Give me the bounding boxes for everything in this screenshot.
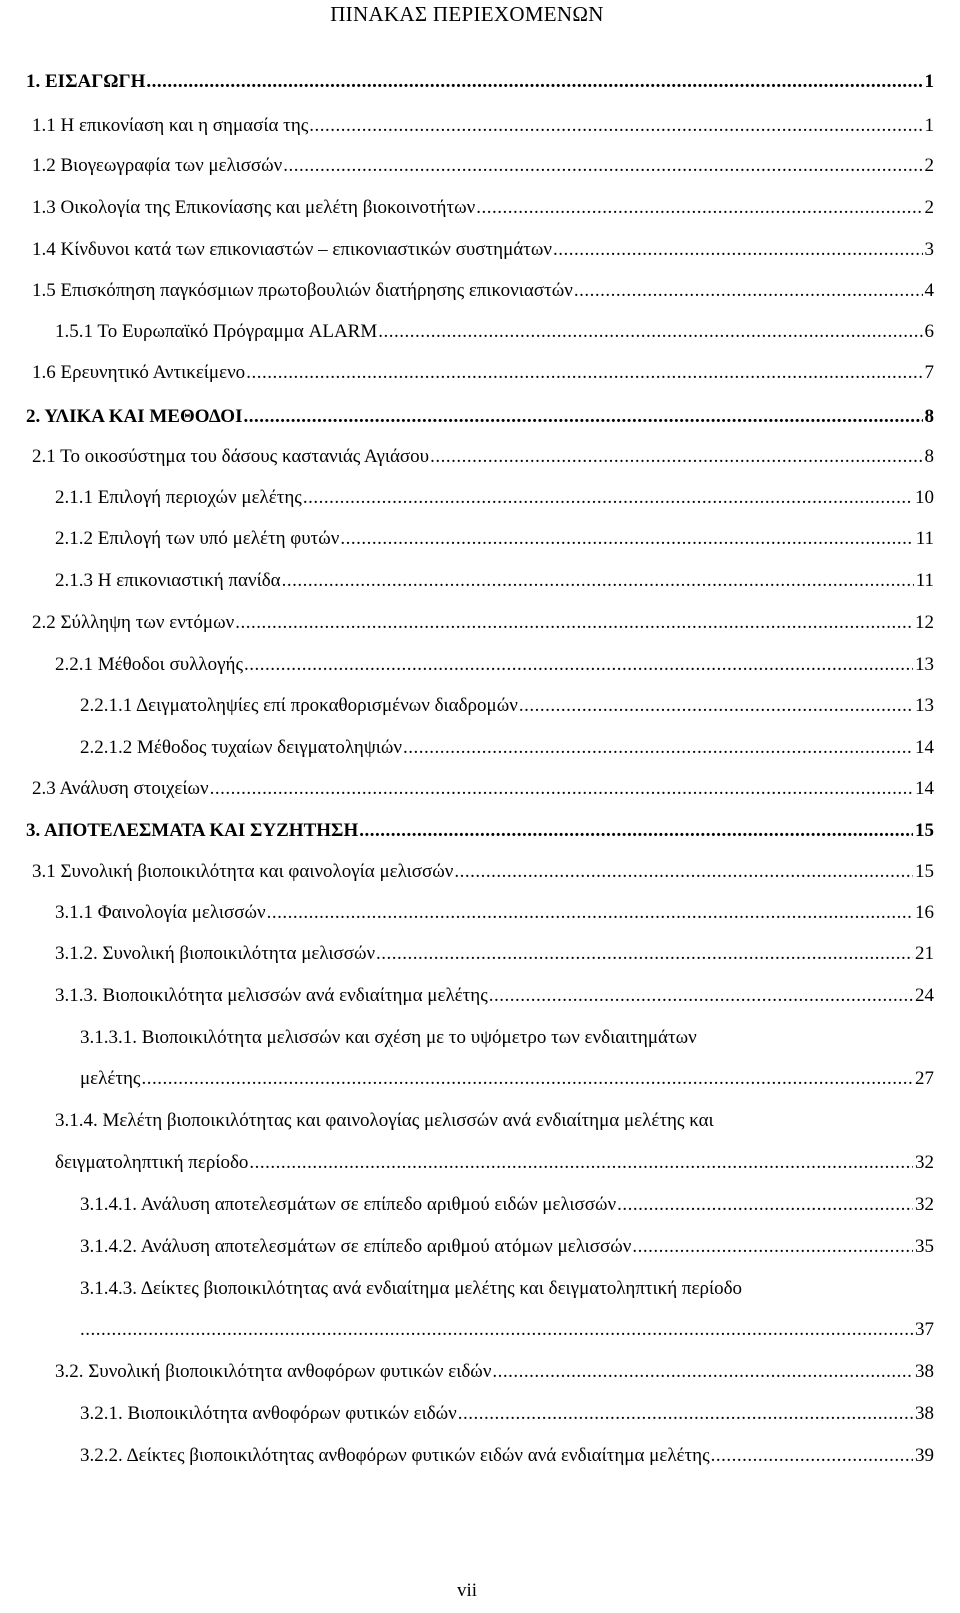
page-number: vii [456,1580,478,1601]
toc-entry-page: 1 [924,115,934,136]
toc-entry-title: 2.2.1.1 Δειγματοληψίες επί προκαθορισμένων διαδρομών [80,695,518,716]
toc-entry-title: 1.6 Ερευνητικό Αντικείμενο [32,362,246,383]
toc-entry[interactable] [26,69,934,95]
toc-leader [303,485,913,511]
toc-entry-page: 11 [915,528,934,549]
toc-entry-title-line[interactable]: 3.1.4. Μελέτη βιοποικιλότητας και φαινολογίας μελισσών ανά ενδιαίτημα μελέτης και [55,1110,714,1131]
toc-leader [80,1317,913,1343]
toc-entry-title: 2.1.2 Επιλογή των υπό μελέτη φυτών [55,528,340,549]
toc-entry-title: 1.2 Βιογεωγραφία των μελισσών [32,155,283,176]
toc-entry[interactable] [80,1234,934,1260]
toc-leader [340,526,913,552]
toc-leader [210,776,913,802]
toc-entry-title: 2.1.3 Η επικονιαστική πανίδα [55,570,281,591]
toc-leader [574,278,923,304]
toc-entry-page: 32 [915,1194,934,1215]
toc-leader [553,237,923,263]
toc-entry-page: 3 [924,239,934,260]
toc-entry[interactable] [32,278,934,304]
toc-entry-page: 37 [915,1319,934,1340]
toc-leader [632,1234,913,1260]
toc-entry[interactable] [55,1359,934,1385]
toc-entry-title: 1.1 Η επικονίαση και η σημασία της [32,115,309,136]
toc-leader [476,195,922,221]
toc-leader [376,941,913,967]
toc-leader [489,983,913,1009]
toc-leader [243,404,922,430]
toc-entry-page: 32 [915,1152,934,1173]
toc-entry[interactable] [32,113,934,139]
toc-entry-page: 38 [915,1361,934,1382]
toc-entry-title: 1.3 Οικολογία της Επικονίασης και μελέτη βιοκοινοτήτων [32,197,476,218]
toc-entry-title: 2.2.1 Μέθοδοι συλλογής [55,654,243,675]
toc-leader [283,153,922,179]
toc-entry[interactable] [55,900,934,926]
toc-leader [403,735,913,761]
toc-leader [378,319,922,345]
toc-entry-page: 11 [915,570,934,591]
toc-leader [249,1150,913,1176]
toc-entry-page: 38 [915,1403,934,1424]
toc-entry-title: 1.4 Κίνδυνοι κατά των επικονιαστών – επικονιαστικών συστημάτων [32,239,552,260]
toc-leader [282,568,914,594]
toc-leader [454,859,913,885]
toc-entry-page: 6 [924,321,934,342]
toc-entry-title: 1. ΕΙΣΑΓΩΓΗ [26,71,146,92]
toc-entry-title: 3.1.3. Βιοποικιλότητα μελισσών ανά ενδιαίτημα μελέτης [55,985,488,1006]
toc-entry-page: 13 [915,695,934,716]
toc-entry-title: 1.5.1 Το Ευρωπαϊκό Πρόγραμμα ALARM [55,321,378,342]
toc-entry-page: 2 [924,155,934,176]
toc-entry-title: 2.3 Ανάλυση στοιχείων [32,778,209,799]
toc-entry[interactable] [80,693,934,719]
toc-entry-title-line[interactable]: 3.1.4.3. Δείκτες βιοποικιλότητας ανά ενδιαίτημα μελέτης και δειγματοληπτική περίοδο [80,1278,743,1299]
toc-entry[interactable] [32,195,934,221]
toc-entry[interactable] [80,1317,934,1343]
toc-leader [246,360,922,386]
toc-entry-page: 14 [915,737,934,758]
toc-entry-page: 4 [924,280,934,301]
toc-entry-page: 35 [915,1236,934,1257]
toc-entry[interactable] [80,1066,934,1092]
toc-entry-page: 27 [915,1068,934,1089]
toc-entry-page: 13 [915,654,934,675]
toc-entry-page: 16 [915,902,934,923]
toc-entry-title: 3.2. Συνολική βιοποικιλότητα ανθοφόρων φυτικών ειδών [55,1361,492,1382]
toc-entry[interactable] [80,1401,934,1427]
toc-entry-page: 24 [915,985,934,1006]
toc-leader [430,444,922,470]
toc-entry-title: 2. ΥΛΙΚΑ ΚΑΙ ΜΕΘΟΔΟΙ [26,406,243,427]
toc-entry-title: 3.1.4.1. Ανάλυση αποτελεσμάτων σε επίπεδο αριθμού ειδών μελισσών [80,1194,617,1215]
toc-entry-page: 8 [924,406,934,427]
toc-entry[interactable] [32,237,934,263]
toc-leader [458,1401,913,1427]
toc-leader [711,1443,913,1469]
toc-entry-page: 12 [915,612,934,633]
toc-entry-page: 10 [915,487,934,508]
toc-entry-page: 7 [924,362,934,383]
toc-entry[interactable] [55,1150,934,1176]
toc-entry-title: 2.2.1.2 Μέθοδος τυχαίων δειγματοληψιών [80,737,402,758]
toc-leader [519,693,913,719]
toc-entry-page: 39 [915,1445,934,1466]
toc-entry-page: 15 [915,861,934,882]
toc-entry-title: 3.2.2. Δείκτες βιοποικιλότητας ανθοφόρων φυτικών ειδών ανά ενδιαίτημα μελέτης [80,1445,710,1466]
toc-entry-title: 3.1 Συνολική βιοποικιλότητα και φαινολογία μελισσών [32,861,454,882]
toc-entry-page: 21 [915,943,934,964]
toc-entry[interactable] [32,776,934,802]
toc-leader [359,818,913,844]
toc-entry[interactable] [55,983,934,1009]
toc-entry[interactable] [32,610,934,636]
toc-entry[interactable] [26,404,934,430]
toc-leader [146,69,922,95]
toc-entry[interactable] [55,526,934,552]
toc-entry[interactable] [32,444,934,470]
toc-entry-page: 14 [915,778,934,799]
toc-entry-title: 3.1.1 Φαινολογία μελισσών [55,902,266,923]
toc-entry[interactable] [32,859,934,885]
toc-entry-title: 2.1.1 Επιλογή περιοχών μελέτης [55,487,302,508]
toc-entry[interactable] [55,568,934,594]
toc-entry-title: 3.1.2. Συνολική βιοποικιλότητα μελισσών [55,943,376,964]
toc-entry-page: 2 [924,197,934,218]
toc-leader [141,1066,913,1092]
toc-entry-title: μελέτης [80,1068,141,1089]
toc-leader [492,1359,913,1385]
toc-entry-title: 3. ΑΠΟΤΕΛΕΣΜΑΤΑ ΚΑΙ ΣΥΖΗΤΗΣΗ [26,820,359,841]
toc-leader [267,900,913,926]
toc-entry[interactable] [55,319,934,345]
toc-leader [244,652,913,678]
toc-entry[interactable] [32,360,934,386]
toc-entry-page: 8 [924,446,934,467]
toc-entry[interactable] [55,941,934,967]
toc-entry-title-line[interactable]: 3.1.3.1. Βιοποικιλότητα μελισσών και σχέση με το υψόμετρο των ενδιαιτημάτων [80,1027,697,1048]
toc-entry-title: 3.1.4.2. Ανάλυση αποτελεσμάτων σε επίπεδο αριθμού ατόμων μελισσών [80,1236,632,1257]
toc-entry[interactable] [32,153,934,179]
toc-entry[interactable] [80,1443,934,1469]
toc-entry-title: 2.2 Σύλληψη των εντόμων [32,612,235,633]
toc-leader [617,1192,913,1218]
toc-entry-page: 1 [924,71,934,92]
toc-entry[interactable] [55,485,934,511]
toc-entry[interactable] [80,1192,934,1218]
toc-entry-title: 2.1 Το οικοσύστημα του δάσους καστανιάς Αγιάσου [32,446,430,467]
toc-entry[interactable] [55,652,934,678]
toc-leader [235,610,913,636]
toc-entry-title: 3.2.1. Βιοποικιλότητα ανθοφόρων φυτικών ειδών [80,1403,457,1424]
page-title: ΠΙΝΑΚΑΣ ΠΕΡΙΕΧΟΜΕΝΩΝ [330,2,604,26]
toc-entry-page: 15 [915,820,934,841]
toc-entry[interactable] [26,818,934,844]
toc-entry-title: δειγματοληπτική περίοδο [55,1152,249,1173]
toc-entry[interactable] [80,735,934,761]
toc-entry-title: 1.5 Επισκόπηση παγκόσμιων πρωτοβουλιών διατήρησης επικονιαστών [32,280,573,301]
toc-leader [309,113,922,139]
